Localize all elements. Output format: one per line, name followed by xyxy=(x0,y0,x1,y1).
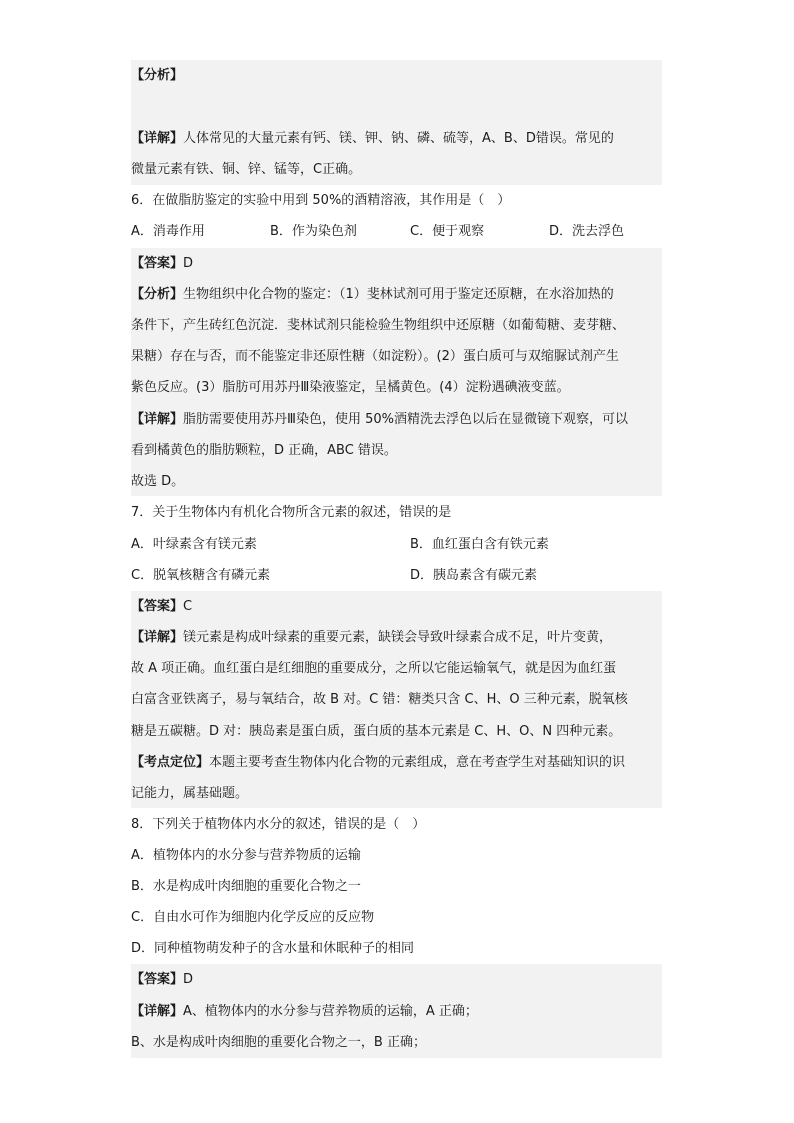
question-7: 7．关于生物体内有机化合物所含元素的叙述，错误的是 xyxy=(131,505,452,520)
q6-option-a: A．消毒作用 xyxy=(131,224,205,239)
detail-tag: 【详解】 xyxy=(131,131,184,146)
q7-keypoint-2: 记能力，属基础题。 xyxy=(131,786,249,801)
q6-analysis-3: 果糖）存在与否，而不能鉴定非还原性糖（如淀粉）。(2）蛋白质可与双缩脲试剂产生 xyxy=(131,349,619,364)
q6-option-d: D．洗去浮色 xyxy=(549,224,625,239)
q7-option-a: A．叶绿素含有镁元素 xyxy=(131,537,257,552)
q7-detail-1: 【详解】镁元素是构成叶绿素的重要元素，缺镁会导致叶绿素合成不足，叶片变黄， xyxy=(131,630,613,645)
q6-analysis-1: 【分析】生物组织中化合物的鉴定：（1）斐林试剂可用于鉴定还原糖，在水浴加热的 xyxy=(131,287,614,302)
q8-detail-2: B、水是构成叶肉细胞的重要化合物之一，B 正确； xyxy=(131,1035,426,1050)
detail-line: 【详解】人体常见的大量元素有钙、镁、钾、钠、磷、硫等，A、B、D错误。常见的 xyxy=(131,131,614,146)
q6-analysis-2: 条件下，产生砖红色沉淀．斐林试剂只能检验生物组织中还原糖（如葡萄糖、麦芽糖、 xyxy=(131,318,626,333)
answer-tag: 【答案】 xyxy=(131,256,184,271)
analysis-tag: 【分析】 xyxy=(131,287,184,302)
q6-option-c: C．便于观察 xyxy=(410,224,485,239)
q7-detail-3: 白富含亚铁离子，易与氧结合，故 B 对。C 错：糖类只含 C、H、O 三种元素，脱氧核 xyxy=(131,692,628,707)
q8-option-c: C．自由水可作为细胞内化学反应的反应物 xyxy=(131,910,375,925)
q6-detail-2: 看到橘黄色的脂肪颗粒，D 正确，ABC 错误。 xyxy=(131,443,397,458)
keypoint-tag: 【考点定位】 xyxy=(131,755,210,770)
q8-answer: 【答案】D xyxy=(131,972,194,987)
analysis-tag: 【分析】 xyxy=(131,68,184,83)
answer-tag: 【答案】 xyxy=(131,972,184,987)
detail-tag: 【详解】 xyxy=(131,630,184,645)
detail-line-2: 微量元素有铁、铜、锌、锰等，C正确。 xyxy=(131,162,362,177)
analysis-line xyxy=(131,60,183,91)
q6-detail-3: 故选 D。 xyxy=(131,474,185,489)
q8-detail-1: 【详解】A、植物体内的水分参与营养物质的运输，A 正确； xyxy=(131,1004,478,1019)
q8-option-a: A．植物体内的水分参与营养物质的运输 xyxy=(131,848,361,863)
detail-tag: 【详解】 xyxy=(131,1004,184,1019)
question-6: 6．在做脂肪鉴定的实验中用到 50%的酒精溶液，其作用是（ ） xyxy=(131,193,511,208)
q7-option-d: D．胰岛素含有碳元素 xyxy=(410,568,538,583)
q8-option-b: B．水是构成叶肉细胞的重要化合物之一 xyxy=(131,879,361,894)
q7-answer: 【答案】C xyxy=(131,599,193,614)
q7-option-b: B．血红蛋白含有铁元素 xyxy=(410,537,549,552)
q7-detail-4: 糖是五碳糖。D 对：胰岛素是蛋白质，蛋白质的基本元素是 C、H、O、N 四种元素。 xyxy=(131,724,622,739)
q6-answer: 【答案】D xyxy=(131,256,194,271)
q6-detail-1: 【详解】脂肪需要使用苏丹Ⅲ染色，使用 50%酒精洗去浮色以后在显微镜下观察，可以 xyxy=(131,412,629,427)
q7-option-c: C．脱氧核糖含有磷元素 xyxy=(131,568,271,583)
detail-tag: 【详解】 xyxy=(131,412,184,427)
answer-tag: 【答案】 xyxy=(131,599,184,614)
q7-keypoint-1: 【考点定位】本题主要考查生物体内化合物的元素组成，意在考查学生对基础知识的识 xyxy=(131,755,626,770)
q7-detail-2: 故 A 项正确。血红蛋白是红细胞的重要成分，之所以它能运输氧气，就是因为血红蛋 xyxy=(131,661,617,676)
q8-option-d: D．同种植物萌发种子的含水量和休眠种子的相同 xyxy=(131,941,415,956)
q6-option-b: B．作为染色剂 xyxy=(270,224,357,239)
q6-analysis-4: 紫色反应。(3）脂肪可用苏丹Ⅲ染液鉴定，呈橘黄色。(4）淀粉遇碘液变蓝。 xyxy=(131,380,570,395)
question-8: 8．下列关于植物体内水分的叙述，错误的是（ ） xyxy=(131,817,426,832)
